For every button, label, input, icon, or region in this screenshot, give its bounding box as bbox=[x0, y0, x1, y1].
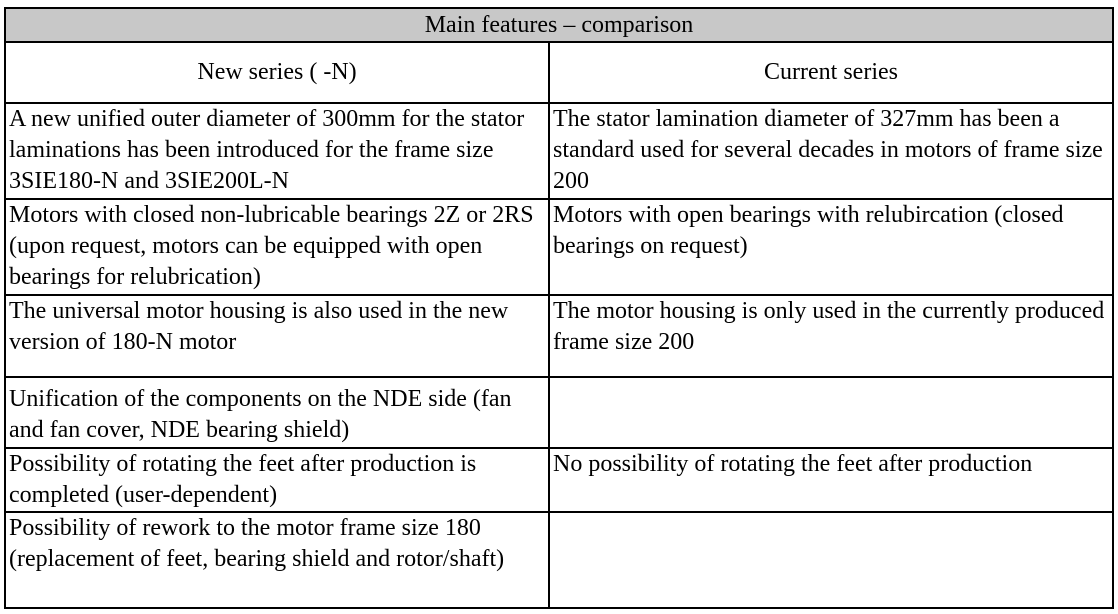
column-header-current-series: Current series bbox=[549, 42, 1113, 103]
comparison-table bbox=[4, 7, 1114, 609]
cell-current-series: The motor housing is only used in the currently produced frame size 200 bbox=[549, 295, 1113, 377]
cell-current-series bbox=[549, 377, 1113, 448]
cell-new-series: Possibility of rework to the motor frame size 180 (replacement of feet, bearing shield and rotor/shaft) bbox=[5, 512, 549, 608]
table-row bbox=[5, 103, 1113, 199]
cell-new-series: Unification of the components on the NDE side (fan and fan cover, NDE bearing shield) bbox=[5, 377, 549, 448]
table-row bbox=[5, 448, 1113, 512]
table-row bbox=[5, 377, 1113, 448]
table-title: Main features – comparison bbox=[5, 8, 1113, 42]
cell-current-series: Motors with open bearings with relubircation (closed bearings on request) bbox=[549, 199, 1113, 295]
cell-current-series bbox=[549, 512, 1113, 608]
cell-new-series: Possibility of rotating the feet after production is completed (user-dependent) bbox=[5, 448, 549, 512]
table-row bbox=[5, 199, 1113, 295]
cell-new-series: The universal motor housing is also used in the new version of 180-N motor bbox=[5, 295, 549, 377]
table-row bbox=[5, 295, 1113, 377]
table-title-row bbox=[5, 8, 1113, 42]
cell-new-series: A new unified outer diameter of 300mm for the stator laminations has been introduced for the frame size 3SIE180-N and 3SIE200L-N bbox=[5, 103, 549, 199]
cell-current-series: No possibility of rotating the feet after production bbox=[549, 448, 1113, 512]
cell-current-series: The stator lamination diameter of 327mm has been a standard used for several decades in motors of frame size 200 bbox=[549, 103, 1113, 199]
table-header-row bbox=[5, 42, 1113, 103]
cell-new-series: Motors with closed non-lubricable bearings 2Z or 2RS (upon request, motors can be equipped with open bearings for relubrication) bbox=[5, 199, 549, 295]
table-row bbox=[5, 512, 1113, 608]
column-header-new-series: New series ( -N) bbox=[5, 42, 549, 103]
